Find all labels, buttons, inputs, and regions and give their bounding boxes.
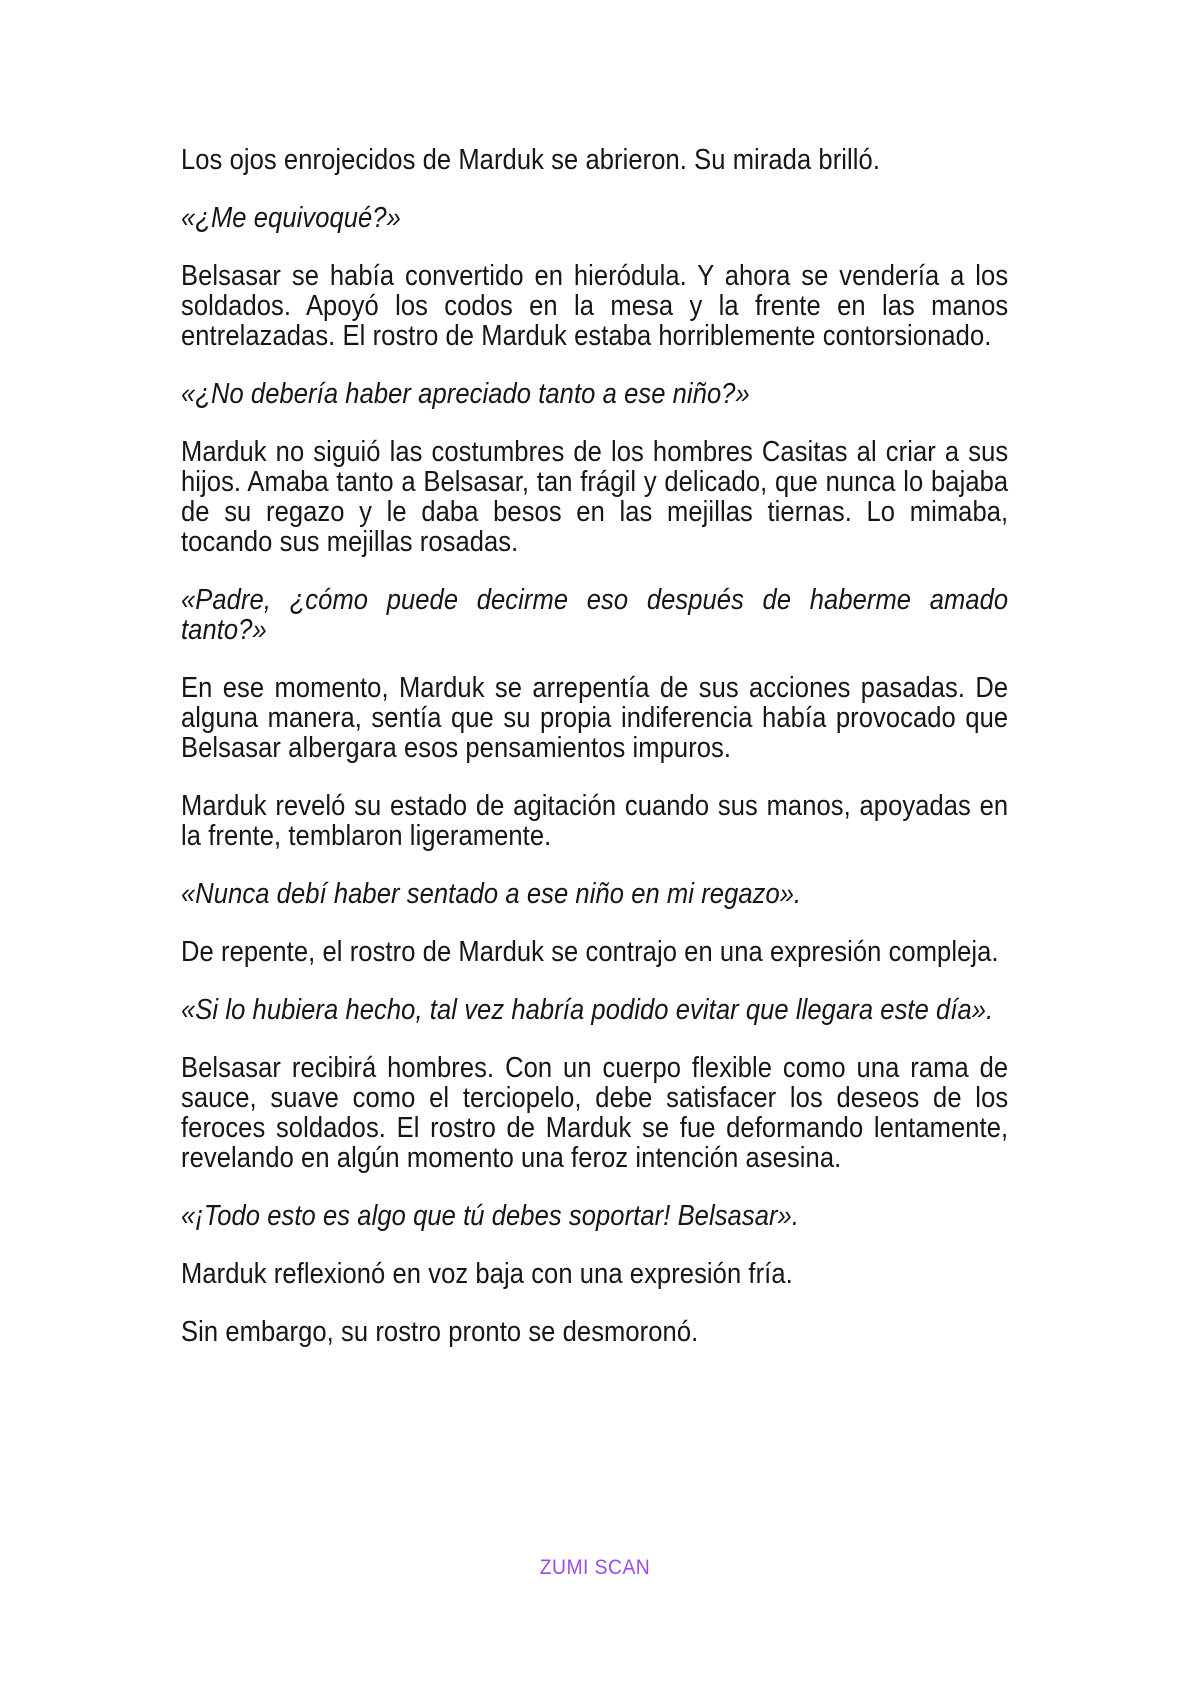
quote-paragraph: «Padre, ¿cómo puede decirme eso después de haberme amado tanto?» [181, 584, 1009, 646]
paragraph: Belsasar se había convertido en hieródula. Y ahora se vendería a los soldados. Apoyó los codos en la mesa y la frente en las manos entrelazadas. El rostro de Marduk estaba horriblemente contorsionado. [181, 260, 1009, 352]
page-text-block [181, 145, 1008, 1375]
paragraph: En ese momento, Marduk se arrepentía de sus acciones pasadas. De alguna manera, sentía que su propia indiferencia había provocado que Belsasar albergara esos pensamientos impuros. [181, 672, 1009, 764]
paragraph: De repente, el rostro de Marduk se contrajo en una expresión compleja. [181, 936, 999, 968]
paragraph: Marduk no siguió las costumbres de los hombres Casitas al criar a sus hijos. Amaba tanto a Belsasar, tan frágil y delicado, que nunca lo bajaba de su regazo y le daba besos en las mejillas tiernas. Lo mimaba, tocando sus mejillas rosadas. [181, 436, 1009, 558]
paragraph: Sin embargo, su rostro pronto se desmoronó. [181, 1316, 699, 1348]
paragraph: Belsasar recibirá hombres. Con un cuerpo flexible como una rama de sauce, suave como el terciopelo, debe satisfacer los deseos de los feroces soldados. El rostro de Marduk se fue deformando lentamente, revelando en algún momento una feroz intención asesina. [181, 1052, 1009, 1174]
scanlation-credit-label: ZUMI SCAN [539, 1556, 651, 1579]
quote-paragraph: «¿No debería haber apreciado tanto a ese niño?» [181, 378, 750, 410]
quote-paragraph: «¿Me equivoqué?» [181, 202, 401, 234]
paragraph: Marduk reveló su estado de agitación cuando sus manos, apoyadas en la frente, temblaron ligeramente. [181, 790, 1009, 852]
quote-paragraph: «¡Todo esto es algo que tú debes soportar! Belsasar». [181, 1200, 800, 1232]
quote-paragraph: «Nunca debí haber sentado a ese niño en mi regazo». [181, 878, 802, 910]
scanlation-credit [0, 1556, 1190, 1580]
quote-paragraph: «Si lo hubiera hecho, tal vez habría podido evitar que llegara este día». [181, 994, 994, 1026]
paragraph: Los ojos enrojecidos de Marduk se abrieron. Su mirada brilló. [181, 144, 881, 176]
paragraph: Marduk reflexionó en voz baja con una expresión fría. [181, 1258, 793, 1290]
